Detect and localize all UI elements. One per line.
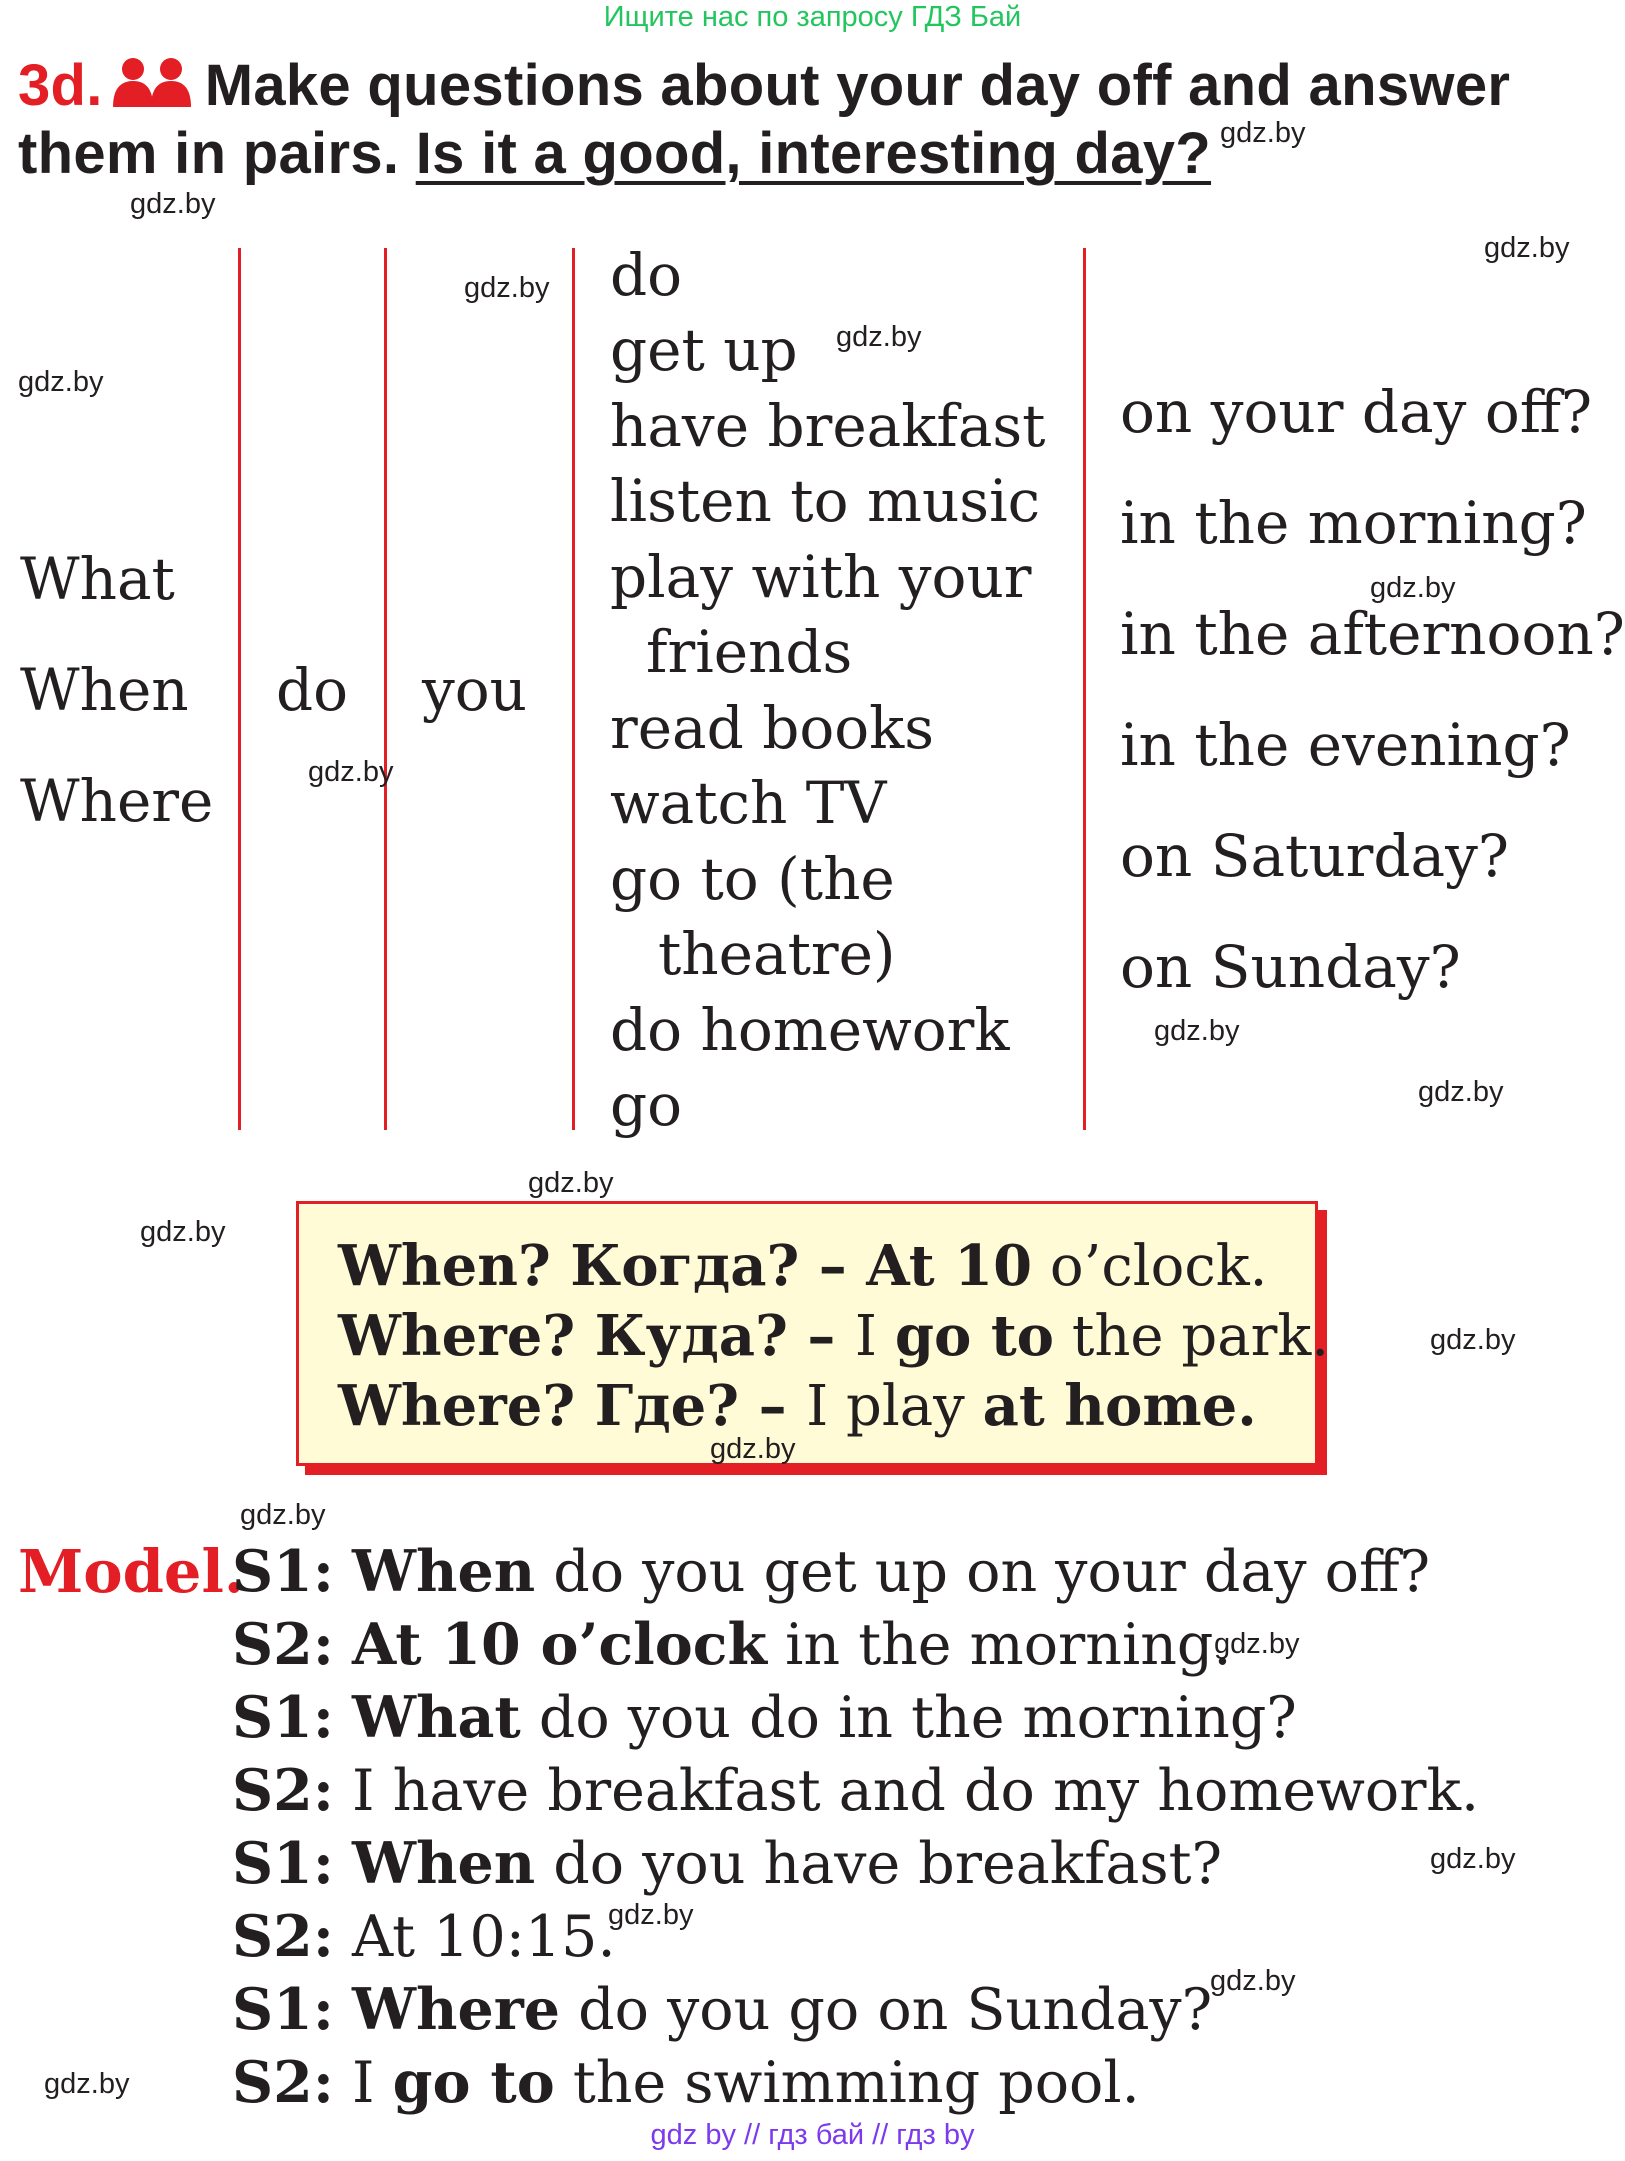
watermark: gdz.by	[308, 756, 394, 788]
time-phrase: in the evening?	[1120, 711, 1571, 779]
task-number: 3d.	[18, 53, 103, 118]
table-divider	[1083, 248, 1086, 1130]
task-heading	[18, 52, 1613, 188]
watermark: gdz.by	[1220, 117, 1306, 149]
watermark: gdz.by	[1370, 572, 1456, 604]
watermark: gdz.by	[1430, 1843, 1516, 1875]
verb-phrase: go to (the	[610, 845, 895, 913]
dialogue-line: S1: Where do you go on Sunday?	[232, 1976, 1213, 2043]
table-divider	[572, 248, 575, 1130]
subject-pronoun: you	[422, 656, 528, 724]
verb-phrase: watch TV	[610, 769, 887, 837]
note-line: When? Когда? – At 10 o’clock.	[338, 1233, 1268, 1299]
note-line: Where? Где? – I play at home.	[338, 1373, 1257, 1439]
header-search-link[interactable]: Ищите нас по запросу ГДЗ Бай	[603, 1, 1022, 33]
dialogue-line: S1: When do you have breakfast?	[232, 1830, 1223, 1897]
watermark: gdz.by	[1214, 1628, 1300, 1660]
verb-phrase: theatre)	[658, 920, 896, 988]
watermark: gdz.by	[1418, 1076, 1504, 1108]
watermark: gdz.by	[464, 272, 550, 304]
verb-phrase: listen to music	[610, 467, 1041, 535]
watermark: gdz.by	[1484, 232, 1570, 264]
note-line: Where? Куда? – I go to the park.	[338, 1303, 1330, 1369]
time-phrase: in the morning?	[1120, 489, 1587, 557]
watermark: gdz.by	[1154, 1015, 1240, 1047]
verb-phrase: read books	[610, 694, 935, 762]
verb-phrase: play with your	[610, 543, 1032, 611]
dialogue-line: S2: I have breakfast and do my homework.	[232, 1757, 1480, 1824]
question-word: Where	[20, 767, 214, 835]
verb-phrase: go	[610, 1071, 683, 1139]
verb-phrase: get up	[610, 316, 798, 384]
watermark: gdz.by	[44, 2068, 130, 2100]
table-divider	[384, 248, 387, 1130]
dialogue-line: S2: I go to the swimming pool.	[232, 2049, 1140, 2116]
watermark: gdz.by	[608, 1899, 694, 1931]
time-phrase: in the afternoon?	[1120, 600, 1625, 668]
watermark: gdz.by	[836, 321, 922, 353]
watermark: gdz.by	[710, 1433, 796, 1465]
dialogue-line: S1: When do you get up on your day off?	[232, 1538, 1431, 1605]
verb-phrase: have breakfast	[610, 392, 1046, 460]
verb-phrase: do homework	[610, 996, 1010, 1064]
table-divider	[238, 248, 241, 1130]
verb-phrase: do	[610, 241, 683, 309]
auxiliary-verb: do	[276, 656, 349, 724]
task-text-line2: them in pairs.	[18, 121, 400, 186]
verb-phrase: friends	[646, 618, 853, 686]
watermark: gdz.by	[130, 188, 216, 220]
dialogue-line: S2: At 10:15.	[232, 1903, 616, 1970]
watermark: gdz.by	[240, 1499, 326, 1531]
pair-work-icon	[111, 54, 193, 104]
watermark: gdz.by	[18, 366, 104, 398]
watermark: gdz.by	[528, 1167, 614, 1199]
task-text-line1: Make questions about your day off and answer	[204, 53, 1511, 118]
time-phrase: on your day off?	[1120, 378, 1593, 446]
dialogue-line: S1: What do you do in the morning?	[232, 1684, 1297, 1751]
question-word: When	[20, 656, 189, 724]
model-label: Model.	[18, 1537, 245, 1606]
watermark: gdz.by	[140, 1216, 226, 1248]
time-phrase: on Sunday?	[1120, 933, 1461, 1001]
footer-links[interactable]: gdz by // гдз бай // гдз by	[650, 2119, 975, 2151]
watermark: gdz.by	[1210, 1965, 1296, 1997]
task-question-underlined: Is it a good, interesting day?	[415, 121, 1212, 186]
watermark: gdz.by	[1430, 1324, 1516, 1356]
time-phrase: on Saturday?	[1120, 822, 1509, 890]
question-word: What	[20, 545, 175, 613]
dialogue-line: S2: At 10 o’clock in the morning.	[232, 1611, 1232, 1678]
